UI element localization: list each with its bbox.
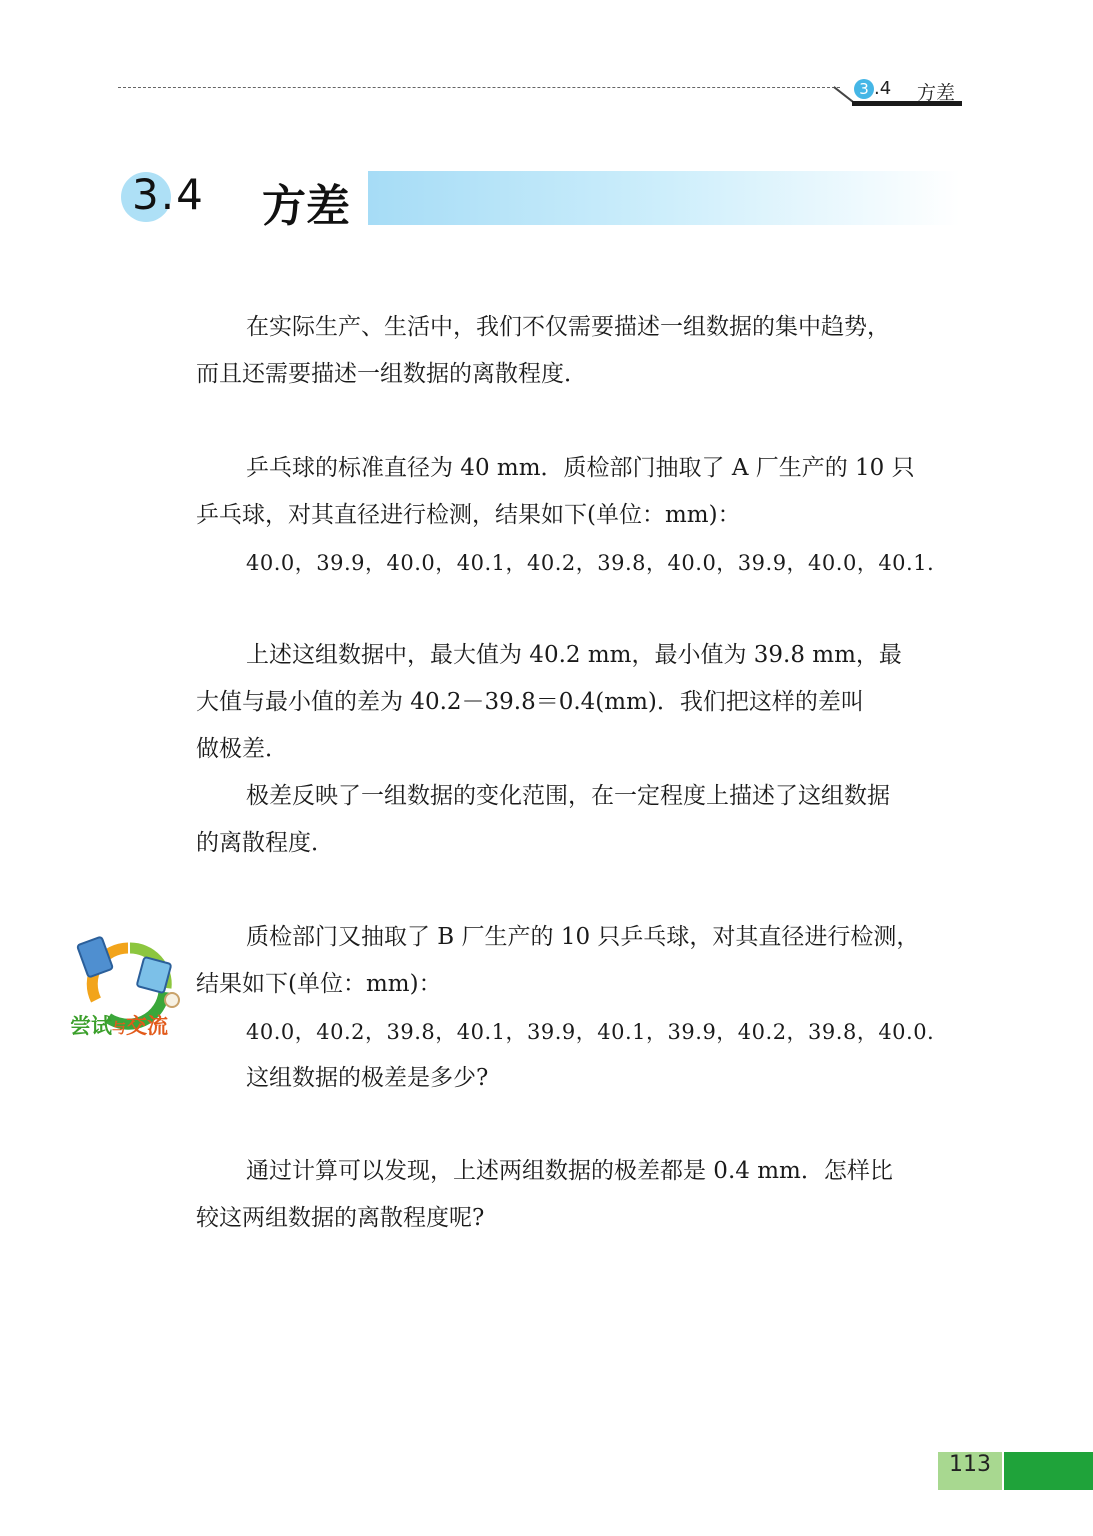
paragraph-range-line-2: 大值与最小值的差为 40.2－39.8＝0.4(mm)．我们把这样的差叫: [196, 689, 864, 715]
section-number: [132, 170, 205, 219]
paragraph-a-line-1: 乒乓球的标准直径为 40 mm．质检部门抽取了 A 厂生产的 10 只: [246, 455, 915, 481]
paragraph-intro-line-1: 在实际生产、生活中，我们不仅需要描述一组数据的集中趋势，: [246, 314, 890, 340]
paragraph-range-line-3: 做极差．: [196, 736, 288, 762]
section-digit: 3: [132, 170, 161, 219]
question-range: 这组数据的极差是多少?: [246, 1065, 489, 1091]
header-dashed-rule: [118, 87, 840, 88]
data-list-b: 40.0，40.2，39.8，40.1，39.9，40.1，39.9，40.2，39.8，40.0．: [246, 1020, 949, 1044]
section-suffix: .4: [160, 170, 205, 219]
paragraph-b-line-1: 质检部门又抽取了 B 厂生产的 10 只乒乓球，对其直径进行检测，: [246, 924, 920, 950]
header-section-suffix: .4: [874, 78, 892, 99]
paragraph-reflect-line-1: 极差反映了一组数据的变化范围，在一定程度上描述了这组数据: [246, 783, 890, 809]
section-title-band: [368, 171, 960, 225]
paragraph-b-line-2: 结果如下(单位：mm)：: [196, 971, 442, 997]
paragraph-end-line-1: 通过计算可以发现，上述两组数据的极差都是 0.4 mm．怎样比: [246, 1158, 893, 1184]
paragraph-range-line-1: 上述这组数据中，最大值为 40.2 mm，最小值为 39.8 mm，最: [246, 642, 902, 668]
header-section-number: [854, 78, 891, 99]
header-section-digit: 3: [854, 79, 874, 99]
paragraph-reflect-line-2: 的离散程度．: [196, 830, 334, 856]
paragraph-a-line-2: 乒乓球，对其直径进行检测，结果如下(单位：mm)：: [196, 502, 741, 528]
data-list-a: 40.0，39.9，40.0，40.1，40.2，39.8，40.0，39.9，40.0，40.1．: [246, 551, 949, 575]
section-title: 方差: [262, 181, 350, 232]
page-number-bar: [1004, 1452, 1093, 1490]
page-number: 113: [949, 1452, 991, 1477]
paragraph-intro-line-2: 而且还需要描述一组数据的离散程度．: [196, 361, 587, 387]
paragraph-end-line-2: 较这两组数据的离散程度呢?: [196, 1205, 485, 1231]
try-and-discuss-label: 尝试与交流: [70, 1014, 168, 1038]
header-title: 方差: [917, 82, 956, 104]
